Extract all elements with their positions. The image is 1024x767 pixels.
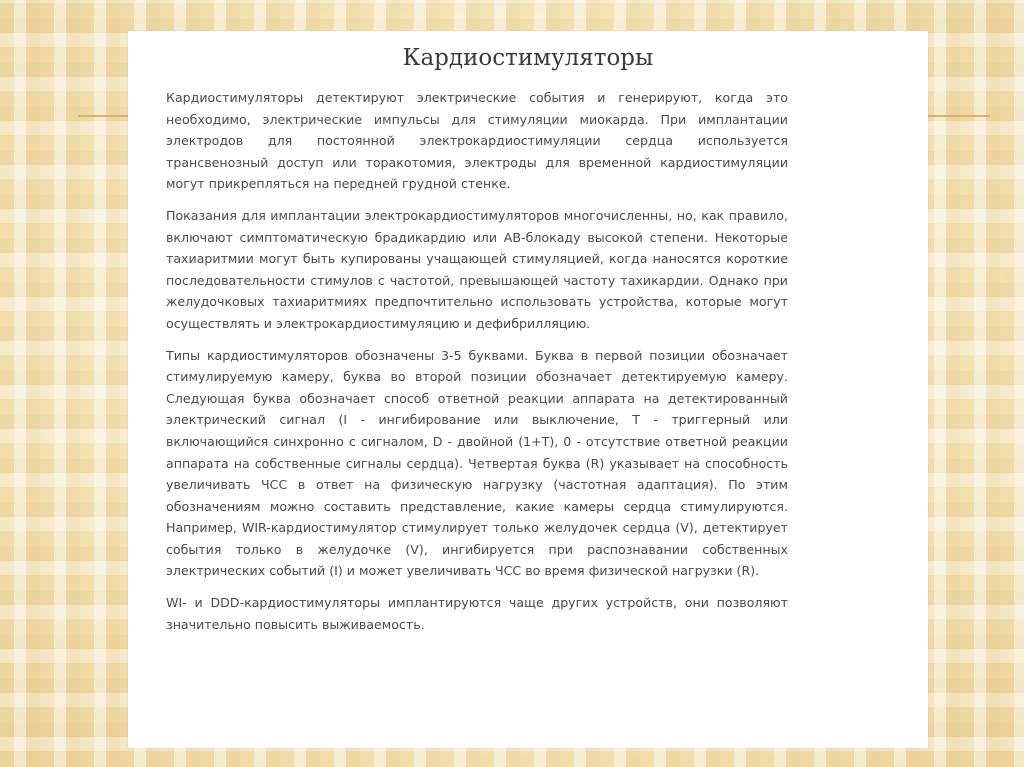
paragraph-types: Типы кардиостимуляторов обозначены 3-5 буквами. Буква в первой позиции обозначает стимулируемую камеру, буква во второй позиции обозначает детектируемую камеру. Следующая буква обозначает способ ответной реакции аппарата на детектированный электрический сигнал (I - ингибирование или выключение, Т - триггерный или включающийся синхронно с сигналом, D - двойной (1+Т), 0 - отсутствие ответной реакции аппарата на собственные сигналы сердца). Четвертая буква (R) указывает на способность увеличивать ЧСС в ответ на физическую нагрузку (частотная адаптация). По этим обозначениям можно составить представление, какие камеры сердца стимулируются. Например, WIR-кардиостимулятор стимулирует только желудочек сердца (V), детектирует события только в желудочке (V), ингибируется при распознавании собственных электрических событий (I) и может увеличивать ЧСС во время физической нагрузки (R). — [166, 347, 788, 579]
slide-title: Кардиостимуляторы — [402, 45, 654, 71]
decorative-line-left — [78, 115, 128, 117]
paragraph-indications: Показания для имплантации электрокардиостимуляторов многочисленны, но, как правило, включают симптоматическую брадикардию или АВ-блокаду высокой степени. Некоторые тахиаритмии могут быть купированы учащающей стимуляцией, когда наносятся короткие последовательности стимулов с частотой, превышающей частоту тахикардии. Однако при желудочковых тахиаритмиях предпочтительно использовать устройства, которые могут осуществлять и электрокардиостимуляцию и дефибрилляцию. — [166, 207, 788, 331]
slide-content-panel — [128, 31, 928, 748]
paragraph-conclusion: WI- и DDD-кардиостимуляторы имплантируются чаще других устройств, они позволяют значительно повысить выживаемость. — [166, 595, 788, 632]
paragraph-intro: Кардиостимуляторы детектируют электрические события и генерируют, когда это необходимо, электрические импульсы для стимуляции миокарда. При имплантации электродов для постоянной электрокардиостимуляции сердца используется трансвенозный доступ или торакотомия, электроды для временной кардиостимуляции могут прикрепляться на передней грудной стенке. — [166, 90, 788, 192]
slide-body — [166, 87, 788, 645]
decorative-line-right — [928, 115, 990, 117]
